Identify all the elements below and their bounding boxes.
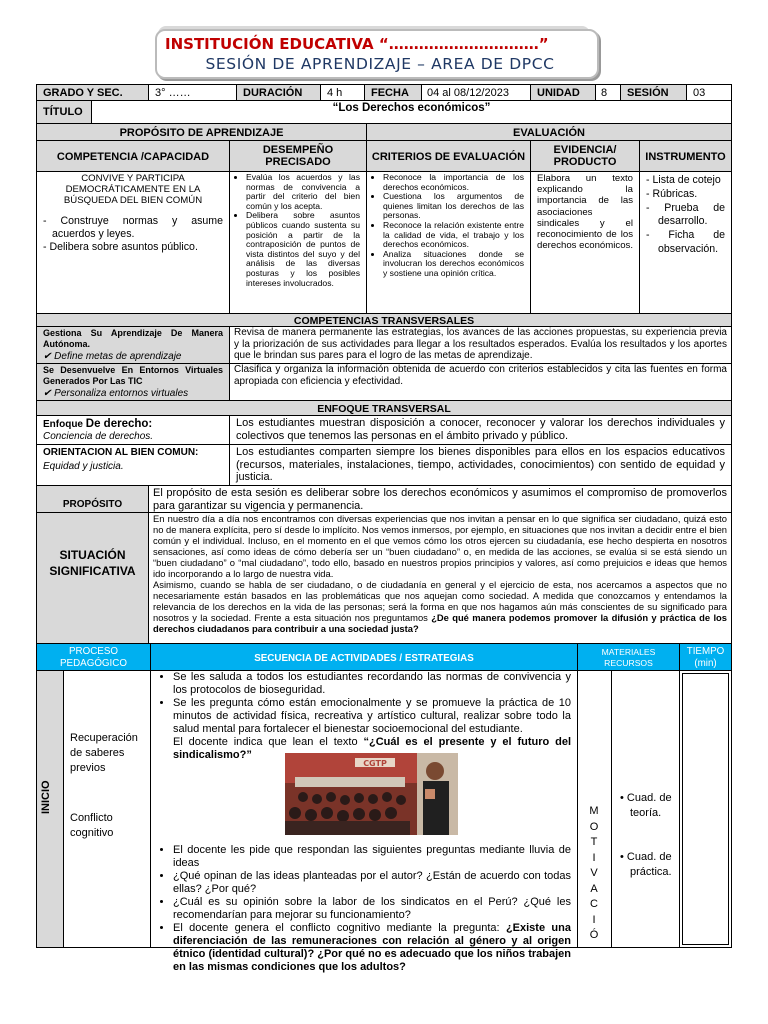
enfoque-2-text: Los estudiantes comparten siempre los bienes disponibles para ellos en los espacios educativos (recursos, materiales, instalaciones, tiempo, actividades, conocimientos) con sentido de equidad y justicia.	[229, 444, 732, 486]
evaluacion-header: EVALUACIÓN	[366, 123, 732, 141]
pregunta-1: • ¿Qué opinan de las ideas planteadas por el autor? ¿Están de acuerdo con todas ellas? ¿Por qué?	[173, 870, 571, 896]
fecha-value: 04 al 08/12/2023	[421, 84, 531, 101]
desempeno-cell	[229, 171, 367, 314]
criterio-4: • Analiza situaciones donde se involucran los derechos económicos y sostiene una opinión crítica.	[383, 250, 524, 279]
col-materiales: MATERIALES RECURSOS	[577, 643, 680, 671]
col-proceso: PROCESO PEDAGÓGICO	[36, 643, 151, 671]
duracion-value: 4 h	[320, 84, 365, 101]
titulo-value: “Los Derechos económicos”	[91, 100, 732, 124]
proceso-saberes: Recuperación de saberes previos	[70, 732, 138, 774]
proposito-header: PROPÓSITO DE APRENDIZAJE	[36, 123, 367, 141]
criterio-2: • Cuestiona los argumentos de quienes limitan los derechos de las personas.	[383, 192, 524, 221]
motivacion-vertical	[578, 804, 611, 944]
proceso-cell	[63, 670, 151, 948]
transversal-2-cap: Personaliza entornos virtuales	[54, 388, 189, 399]
institution-title: INSTITUCIÓN EDUCATIVA “…………………………”	[165, 35, 549, 53]
material-1-text: Cuad. de teoría.	[626, 792, 672, 819]
enfoque-1-text: Los estudiantes muestran disposición a conocer, reconocer y valorar los derechos individuales y colectivos que tenemos las personas en el ámbito privado y público.	[229, 415, 732, 445]
transversal-1-label	[36, 326, 230, 364]
titulo-label: TÍTULO	[36, 100, 92, 124]
motivacion-letter: I	[592, 851, 597, 864]
sesion-label: SESIÓN	[620, 84, 687, 101]
tiempo-cell	[679, 670, 732, 948]
motivacion-letter: A	[590, 882, 599, 895]
materiales-cell	[611, 670, 680, 948]
capacidad-list: - Construye normas y asume acuerdos y leyes. - Delibera sobre asuntos público.	[43, 215, 223, 253]
instrumento-3: Prueba de desarrollo.	[658, 201, 725, 228]
actividad-emociones-text: Se les pregunta cómo están emocionalmente y se promueve la práctica de 10 minutos de actividad física, recreativa y artístico cultural, realizar sobre todo la salud mental para fortalecer el bienestar socioemocional del estudiante.	[173, 697, 571, 735]
enfoque-1-sub: Conciencia de derechos.	[43, 431, 154, 442]
situacion-label: SITUACIÓN SIGNIFICATIVA	[36, 512, 149, 644]
enfoque-2-title: ORIENTACION AL BIEN COMUN:	[43, 447, 199, 458]
motivacion-letter: C	[590, 898, 599, 910]
capacidad-1: Construye normas y asume acuerdos y leyes.	[52, 215, 223, 240]
capacidad-2: Delibera sobre asuntos público.	[49, 241, 198, 253]
enfoque-1-title: De derecho:	[85, 418, 153, 430]
enfoque-2-label	[36, 444, 230, 486]
col-competencia: COMPETENCIA /CAPACIDAD	[36, 140, 230, 172]
enfoque-header: ENFOQUE TRANSVERSAL	[36, 400, 732, 416]
col-evidencia: EVIDENCIA/ PRODUCTO	[530, 140, 640, 172]
instrumento-1: Lista de cotejo	[652, 174, 721, 186]
assembly-photo-image	[285, 753, 458, 835]
photo-banner-text: CGTP	[363, 759, 387, 768]
pregunta-2: • ¿Cuál es su opinión sobre la labor de los sindicatos en el Perú? ¿Qué les recomendarían para mejorar su funcionamiento?	[173, 896, 571, 922]
competencia-cell	[36, 171, 230, 314]
fase-label: INICIO	[40, 780, 52, 814]
criterio-3: • Reconoce la relación existente entre la calidad de vida, el trabajo y los derechos económicos.	[383, 221, 524, 250]
actividad-lectura: El docente indica que lean el texto	[173, 736, 364, 748]
transversal-1-text: Revisa de manera permanente las estrategias, los avances de las acciones propuestas, su experiencia previa y la priorización de sus actividades para llegar a los resultados esperados. Evalúa los resultados y los aportes que le brindan sus pares para el logro de las metas de aprendizaje.	[229, 326, 732, 364]
evidencia-cell: Elabora un texto explicando la importancia de las asociaciones sindicales y el reconocimiento de los derechos económicos.	[530, 171, 640, 314]
col-desempeno: DESEMPEÑO PRECISADO	[229, 140, 367, 172]
fecha-label: FECHA	[364, 84, 422, 101]
criterios-cell	[366, 171, 531, 314]
fase-cell	[36, 670, 64, 948]
motivacion-letter: I	[592, 913, 597, 926]
enfoque-1-label	[36, 415, 230, 445]
actividad-conflicto	[173, 922, 571, 974]
transversal-1-cap: Define metas de aprendizaje	[54, 351, 182, 362]
conflicto-intro: El docente genera el conflicto cognitivo mediante la pregunta:	[173, 922, 506, 934]
situacion-p1: En nuestro día a día nos encontramos con diversas experiencias que nos invitan a pensar en lo que significa ser ciudadano, quizá esto no de manera explícita, pero sí desde lo implícito. Nos vemos inmersos, por ejemplo, en situaciones que nos invitan a decidir entre el bien común y el individual. Incluso, en el momento en el que vemos cómo los otros ejercen su ciudadanía, ese hecho despierta en nosotros sensaciones, así como ideas de cómo debería ser un “buen ciudadano” o, en medida de las acciones, se evalúa si se está siendo un “buen ciudadano” o “mal ciudadano”, todo ello, basado en nuestros propios principios y valores, así como prejuicios e ideas que hemos ido incorporando a lo largo de nuestra vida.	[153, 513, 727, 579]
col-criterios: CRITERIOS DE EVALUACIÓN	[366, 140, 531, 172]
lectura-title: “¿Cuál es el presente y el futuro del sindicalismo?”	[173, 736, 571, 761]
col-instrumento: INSTRUMENTO	[639, 140, 732, 172]
proposito-sesion-label: PROPÓSITO	[36, 485, 149, 513]
proceso-conflicto: Conflicto cognitivo	[70, 812, 114, 839]
transversal-2-title: Se Desenvuelve En Entornos Virtuales Generados Por Las TIC	[43, 365, 223, 386]
material-1: • Cuad. de teoría.	[620, 792, 672, 819]
motivacion-letter: Ó	[589, 929, 600, 941]
desempeno-1: • Evalúa los acuerdos y las normas de convivencia a partir del criterio del bien común y los acepta.	[246, 173, 360, 211]
grado-label: GRADO Y SEC.	[36, 84, 149, 101]
unidad-label: UNIDAD	[530, 84, 596, 101]
transversal-2-text: Clasifica y organiza la información obtenida de acuerdo con criterios establecidos y cita las fuentes en forma apropiada con eficiencia y efectividad.	[229, 363, 732, 401]
actividad-lluvia: • El docente les pide que respondan las siguientes preguntas mediante lluvia de ideas	[173, 844, 571, 870]
enfoque-2-sub: Equidad y justicia.	[43, 461, 124, 472]
instrumento-cell: - Lista de cotejo - Rúbricas. - Prueba de desarrollo. - Ficha de observación.	[639, 171, 732, 314]
desempeno-2: • Delibera sobre asuntos públicos cuando sustenta su posición a partir de la contraposición de puntos de vista distintos del suyo y del análisis de las diversas posturas y los posibles intereses involucrados.	[246, 211, 360, 288]
tiempo-inner-box	[682, 673, 729, 945]
col-actividades: SECUENCIA DE ACTIVIDADES / ESTRATEGIAS	[150, 643, 578, 671]
criterio-1: • Reconoce la importancia de los derechos económicos.	[383, 173, 524, 192]
motivacion-letter: V	[590, 867, 599, 879]
duracion-label: DURACIÓN	[236, 84, 321, 101]
competencia-title: CONVIVE Y PARTICIPA DEMOCRÁTICAMENTE EN LA BÚSQUEDA DEL BIEN COMÚN	[63, 173, 203, 206]
transversales-header: COMPETENCIAS TRANSVERSALES	[36, 313, 732, 327]
transversal-2-label	[36, 363, 230, 401]
motivacion-letter: T	[590, 836, 599, 848]
proposito-sesion-text: El propósito de esta sesión es deliberar sobre los derechos económicos y asumimos el compromiso de promoverlos para garantizar su vigencia y permanencia.	[148, 485, 732, 513]
grado-value: 3° ……	[148, 84, 237, 101]
motivacion-letter: M	[589, 805, 600, 817]
transversal-1-title: Gestiona Su Aprendizaje De Manera Autónoma.	[43, 328, 223, 349]
material-2-text: Cuad. de práctica.	[626, 851, 672, 878]
conflicto-pregunta: ¿Existe una diferenciación de las remuneraciones con relación al género y al origen étnico (identidad cultural)? ¿Por qué no es adecuado que los niños trabajen en las mismas condiciones que los adultos?	[173, 922, 571, 973]
material-2: • Cuad. de práctica.	[620, 851, 672, 878]
actividad-saludo: • Se les saluda a todos los estudiantes recordando las normas de convivencia y los protocolos de bioseguridad.	[173, 671, 571, 697]
motivacion-cell	[577, 670, 612, 948]
assembly-photo	[285, 753, 458, 835]
unidad-value: 8	[595, 84, 621, 101]
enfoque-1-prefix: Enfoque	[43, 419, 86, 430]
situacion-p2: Asimismo, cuando se habla de ser ciudadano, o de ciudadanía en general y el ejercicio de esta, nos acercamos a aspectos que no necesariamente están basados en las problemáticas que nos aquejan como sociedad. A medida que conozcamos y entendamos la relevancia de los derechos en la vida de las personas; será la forma en que nos hagamos aún más conscientes de su significado para nosotros y la sociedad. Frente a esta situación nos preguntamos	[153, 579, 727, 623]
situacion-text	[148, 512, 732, 644]
instrumento-2: Rúbricas.	[652, 187, 698, 200]
check-icon: ✔	[43, 388, 52, 399]
situacion-question: ¿De qué manera podemos promover la difusión y práctica de los derechos ciudadanos para contribuir a una sociedad justa?	[153, 612, 727, 634]
col-tiempo: TIEMPO (min)	[679, 643, 732, 671]
check-icon: ✔	[43, 351, 52, 362]
motivacion-letter: O	[589, 820, 600, 833]
session-title: SESIÓN DE APRENDIZAJE – AREA DE DPCC	[205, 55, 555, 73]
instrumento-4: Ficha de observación.	[658, 229, 725, 255]
sesion-value: 03	[686, 84, 732, 101]
